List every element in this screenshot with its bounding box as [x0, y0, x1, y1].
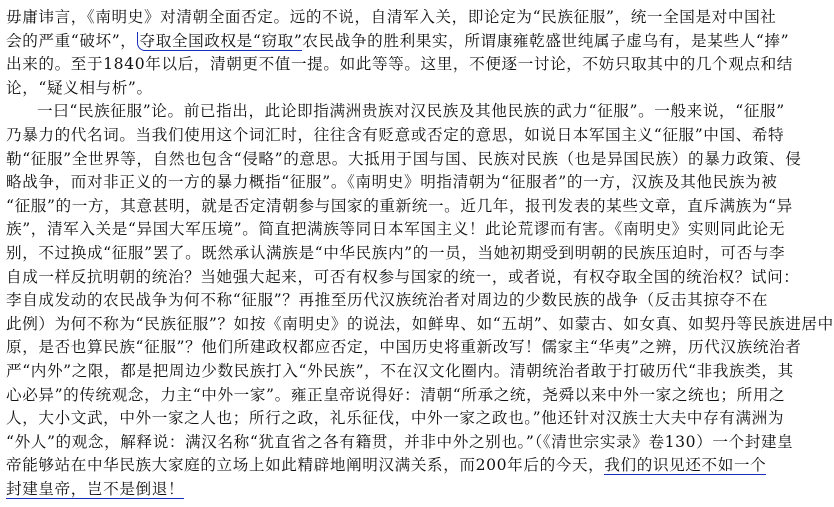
text-line [6, 454, 767, 478]
text-line [6, 30, 790, 54]
text-line: 乃暴力的代名词。当我们使用这个词汇时，往往含有贬意或否定的意思，如说日本军国主义“征服”中国、希特 [6, 125, 785, 144]
pen-underline: 封建皇帝，岂不是倒退！ [6, 479, 185, 498]
text-line: 此例）为何不称为“民族征服”？如按《南明史》的说法，如鲜卑、如“五胡”、如蒙古、如女真、如契丹等民族进居中 [6, 314, 834, 333]
text-segment: 农民战争的胜利果实，所谓康雍乾盛世纯属子虚乌有，是某些人“捧” [302, 31, 790, 50]
text-line: 略战争，而对非正义的一方的暴力概指“征服”。《南明史》明指清朝为“征服者”的一方，汉族及其他民族为被 [6, 173, 778, 192]
text-line: 心必异”的传统观念，力主“中外一家”。雍正皇帝说得好：清朝“所承之统，尧舜以来中外一家之统也；所用之 [6, 385, 786, 404]
text-line: 毋庸讳言，《南明史》对清朝全面否定。远的不说，自清军入关，即论定为“民族征服”，统一全国是对中国社 [6, 8, 777, 26]
paragraph-start-line: 一曰“民族征服”论。前已指出，此论即指满洲贵族对汉民族及其他民族的武力“征服”。一般来说，“征服” [37, 102, 785, 121]
text-line: 勒“征服”全世界等，自然也包含“侵略”的意思。大抵用于国与国、民族对民族（也是异国民族）的暴力政策、侵 [6, 149, 802, 168]
text-line: 别，不过换成“征服”罢了。既然承认满族是“中华民族内”的一员，当她初期受到明朝的民族压迫时，可否与李 [6, 243, 786, 262]
article-text [6, 6, 834, 501]
pen-annotation: 夺取全国政权是“窃取” [137, 32, 303, 51]
text-line: “征服”的一方，其意甚明，就是否定清朝参与国家的重新统一。近几年，报刊发表的某些文章，直斥满族为“异 [6, 196, 793, 215]
text-line: 原，是否也算民族“征服”？他们所建政权都应否定，中国历史将重新改写！儒家主“华夷”之辨，历代汉族统治者 [6, 338, 802, 357]
text-segment: 帝能够站在中华民族大家庭的立场上如此精辟地阐明汉满关系，而200年后的今天， [6, 456, 605, 475]
text-line: 人，大小文武，中外一家之人也；所行之政，礼乐征伐，中外一家之政也。”他还针对汉族士大夫中存有满洲为 [6, 409, 785, 428]
pen-underline: 我们的识见还不如一个 [604, 456, 767, 475]
text-line: 李自成发动的农民战争为何不称“征服”？再推至历代汉族统治者对周边的少数民族的战争（反击其掠夺不在 [6, 291, 769, 310]
text-line: 族”，清军入关是“异国大军压境”。简直把满族等同日本军国主义！此论荒谬而有害。《南明史》实则同此论无 [6, 220, 786, 239]
text-line [6, 478, 714, 502]
text-line: 自成一样反抗明朝的统治？当她强大起来，可否有权参与国家的统一，或者说，有权夺取全国的统治权？试问： [6, 267, 800, 286]
text-line: 论，“疑义相与析”。 [6, 78, 153, 97]
text-line: “外人”的观念，解释说：满汉名称“犹直省之各有籍贯，并非中外之别也。”（《清世宗实录》卷130）一个封建皇 [6, 432, 794, 451]
text-line: 严“内外”之限，都是把周边少数民族打入“外民族”，不在汉文化圈内。清朝统治者敢于打破历代“非我族类，其 [6, 361, 794, 380]
text-line: 出来的。至于1840年以后，清朝更不值一提。如此等等。这里，不便逐一讨论，不妨只取其中的几个观点和结 [6, 55, 793, 74]
text-segment: 会的严重“破坏”， [6, 31, 137, 50]
